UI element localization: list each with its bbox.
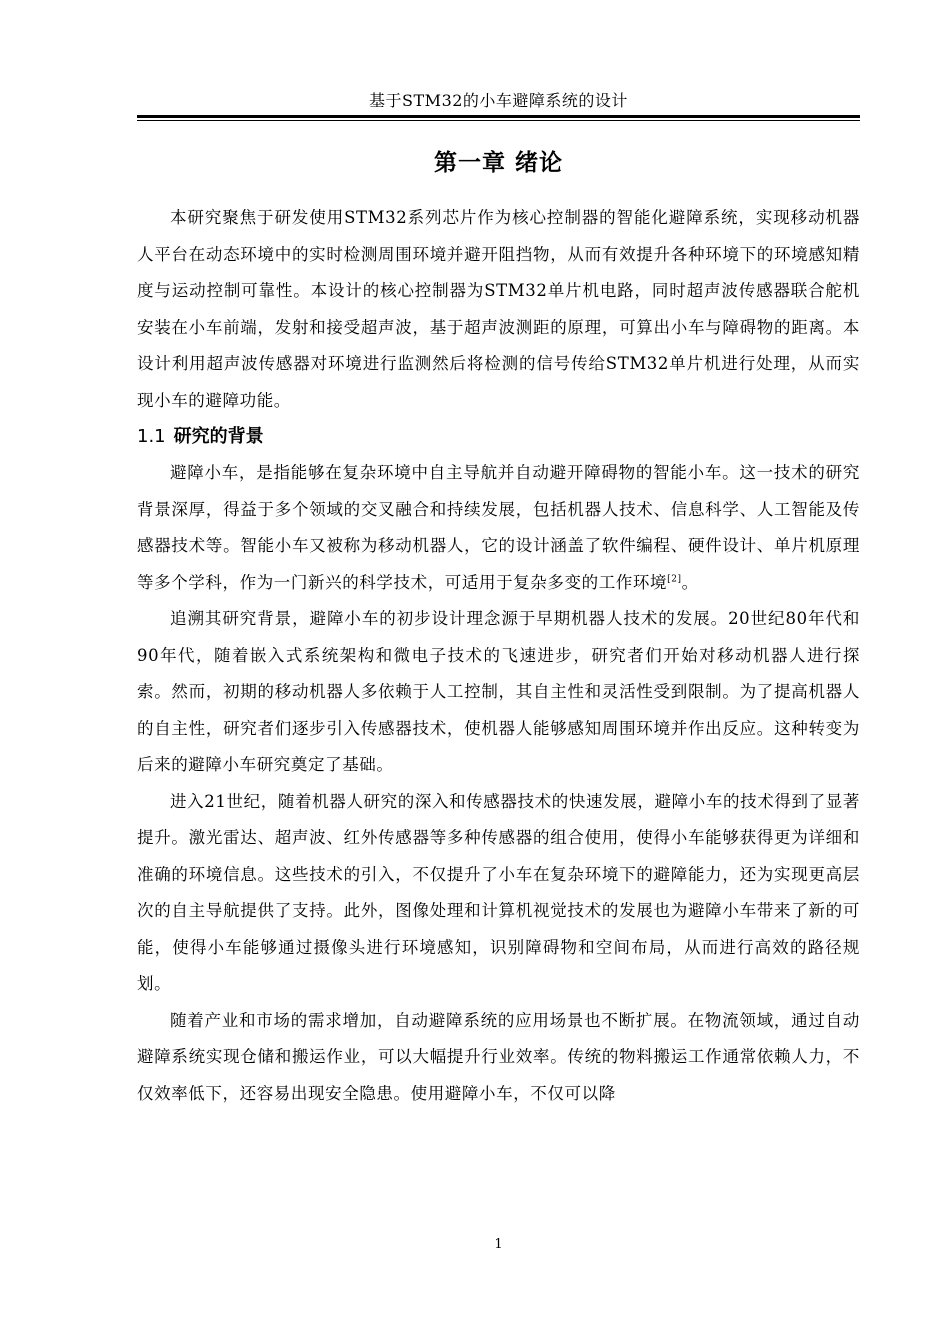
section-heading xyxy=(137,419,860,455)
page-number: 1 xyxy=(494,1237,503,1252)
body-paragraph-1-text: 避障小车，是指能够在复杂环境中自主导航并自动避开障碍物的智能小车。这一技术的研究背景深厚，得益于多个领域的交叉融合和持续发展，包括机器人技术、信息科学、人工智能及传感器技术等。智能小车又被称为移动机器人，它的设计涵盖了软件编程、硬件设计、单片机原理等多个学科，作为一门新兴的科学技术，可适用于复杂多变的工作环境 xyxy=(137,463,860,592)
citation-tail: 。 xyxy=(681,572,699,592)
body-paragraph-2: 追溯其研究背景，避障小车的初步设计理念源于早期机器人技术的发展。20世纪80年代和90年代，随着嵌入式系统架构和微电子技术的飞速进步，研究者们开始对移动机器人进行探索。然而，初期的移动机器人多依赖于人工控制，其自主性和灵活性受到限制。为了提高机器人的自主性，研究者们逐步引入传感器技术，使机器人能够感知周围环境并作出反应。这种转变为后来的避障小车研究奠定了基础。 xyxy=(137,609,860,774)
section-title: 研究的背景 xyxy=(173,426,264,447)
intro-paragraph: 本研究聚焦于研发使用STM32系列芯片作为核心控制器的智能化避障系统，实现移动机器人平台在动态环境中的实时检测周围环境并避开阻挡物，从而有效提升各种环境下的环境感知精度与运动控制可靠性。本设计的核心控制器为STM32单片机电路，同时超声波传感器联合舵机安装在小车前端，发射和接受超声波，基于超声波测距的原理，可算出小车与障碍物的距离。本设计利用超声波传感器对环境进行监测然后将检测的信号传给STM32单片机进行处理，从而实现小车的避障功能。 xyxy=(137,208,860,410)
document-body xyxy=(137,200,860,1112)
body-paragraph-4: 随着产业和市场的需求增加，自动避障系统的应用场景也不断扩展。在物流领域，通过自动避障系统实现仓储和搬运作业，可以大幅提升行业效率。传统的物料搬运工作通常依赖人力，不仅效率低下，还容易出现安全隐患。使用避障小车，不仅可以降 xyxy=(137,1010,860,1103)
header-rule-thick xyxy=(137,115,860,118)
citation-marker[interactable]: [2] xyxy=(667,574,682,584)
running-header: 基于STM32的小车避障系统的设计 xyxy=(369,91,628,110)
chapter-title: 第一章 绪论 xyxy=(433,150,563,176)
body-paragraph-1 xyxy=(137,455,860,601)
body-paragraph-3: 进入21世纪，随着机器人研究的深入和传感器技术的快速发展，避障小车的技术得到了显著提升。激光雷达、超声波、红外传感器等多种传感器的组合使用，使得小车能够获得更为详细和准确的环境信息。这些技术的引入，不仅提升了小车在复杂环境下的避障能力，还为实现更高层次的自主导航提供了支持。此外，图像处理和计算机视觉技术的发展也为避障小车带来了新的可能，使得小车能够通过摄像头进行环境感知，识别障碍物和空间布局，从而进行高效的路径规划。 xyxy=(137,791,860,993)
section-number: 1.1 xyxy=(137,426,166,447)
header-rule-thin xyxy=(137,120,860,121)
